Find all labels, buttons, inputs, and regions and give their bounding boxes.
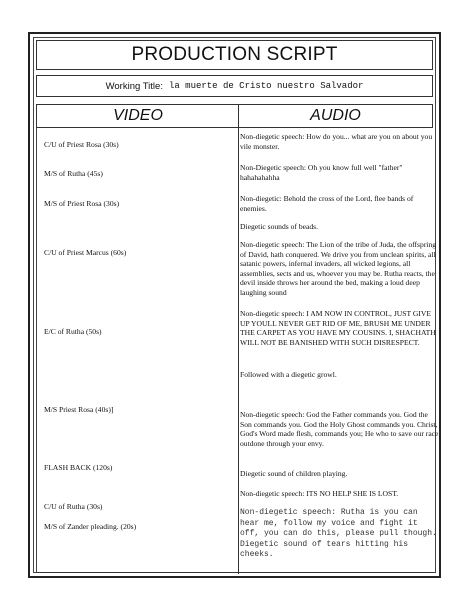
video-shot-8: C/U of Rutha (30s): [44, 502, 103, 511]
video-shot-7: FLASH BACK (120s): [44, 463, 113, 472]
video-shot-9: M/S of Zander pleading. (20s): [44, 522, 137, 531]
video-shot-2: M/S of Rutha (45s): [44, 169, 103, 178]
video-shot-3: M/S of Priest Rosa (30s): [44, 199, 120, 208]
video-shot-4: C/U of Priest Marcus (60s): [44, 248, 127, 257]
video-column-header: VIDEO: [113, 107, 163, 124]
audio-cue-7: Followed with a diegetic growl.: [240, 370, 337, 379]
table-left-edge: [36, 128, 37, 573]
audio-cue-4: Diegetic sounds of beads.: [240, 222, 319, 231]
audio-cue-6: Non-diegetic speech: I AM NOW IN CONTROL, JUST GIVE UP YOULL NEVER GET RID OF ME, BRUSH ME UNDER THE CARPET AS YOU HAVE MY COUSINS. I, SHACHATH WILL NOT BE BANISHED WITH SUCH DISRESPECT.: [240, 309, 436, 347]
audio-cue-5: Non-diegetic speech: The Lion of the tribe of Juda, the offspring of David, hath conquered. We drive you from unclean spirits, all satanic powers, infernal invaders, all wicked legions, all assemblies, sects and us, whoever you may be. Rutha reacts, the devil inside throws her around the bed, making a loud deep laughing sound: [240, 240, 437, 297]
working-title-box: [36, 75, 433, 97]
audio-cue-3: Non-diegetic: Behold the cross of the Lord, flee bands of enemies.: [240, 194, 414, 213]
audio-cue-8: Non-diegetic speech: God the Father commands you. God the Son commands you. God the Holy Ghost commands you. Christ, God's Word made flesh, commands you; He who to save our race outdone through your envy.: [240, 410, 439, 448]
table-bottom-edge: [36, 572, 433, 573]
column-divider: [238, 104, 239, 574]
audio-column-header: AUDIO: [310, 107, 361, 124]
audio-cue-9: Diegetic sound of children playing.: [240, 469, 348, 478]
working-title-value: la muerte de Cristo nuestro Salvador: [168, 81, 364, 91]
video-shot-1: C/U of Priest Rosa (30s): [44, 140, 119, 149]
title-box: [36, 40, 433, 70]
video-shot-6: M/S Priest Rosa (40s)]: [44, 405, 114, 414]
audio-cue-11: Non-diegetic speech: Rutha is you can hear me, follow my voice and fight it off, you can do this, please pull though. Diegetic sound of tears hitting his cheeks.: [240, 508, 437, 559]
table-header: [36, 104, 433, 128]
page-title: PRODUCTION SCRIPT: [131, 44, 338, 65]
working-title-label: Working Title:: [105, 80, 163, 92]
video-shot-5: E/C of Rutha (50s): [44, 327, 102, 336]
audio-cue-10: Non-diegetic speech: ITS NO HELP SHE IS LOST.: [240, 489, 399, 498]
audio-cue-1: Non-diegetic speech: How do you... what are you on about you vile monster.: [240, 132, 433, 151]
audio-cue-2: Non-Diegetic speech: Oh you know full well "father" hahahahahha: [240, 163, 403, 182]
